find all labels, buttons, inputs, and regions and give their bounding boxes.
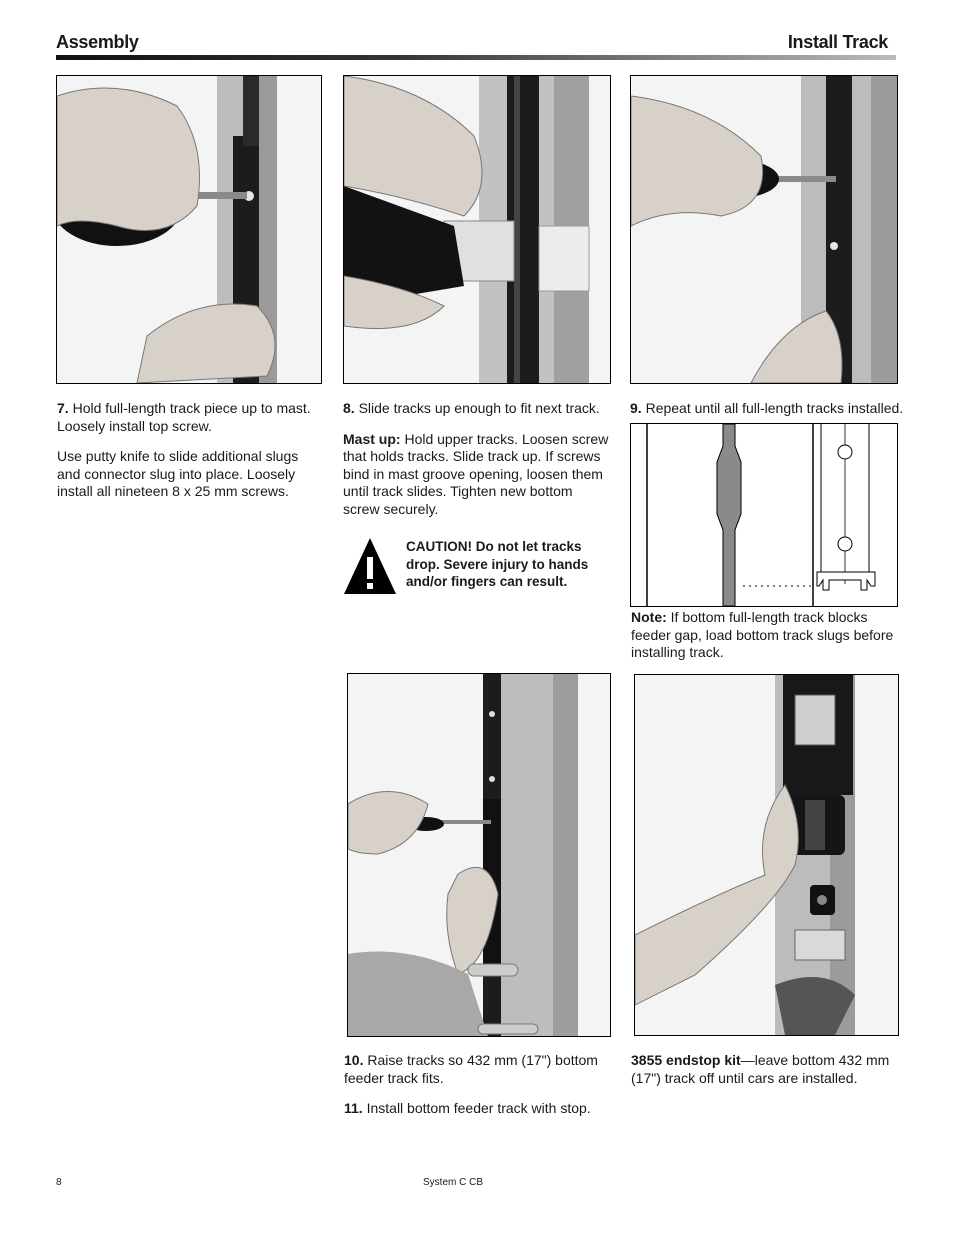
- section-title: Assembly: [56, 32, 139, 52]
- diagram-feeder-gap: [630, 423, 898, 607]
- endstop-body: —leave bottom 432 mm (17") track off until cars are installed.: [631, 1052, 890, 1086]
- step-text: Install bottom feeder track with stop.: [362, 1100, 591, 1116]
- photo-step-9: [630, 75, 898, 384]
- mast-up-text: Hold upper tracks. Loosen screw that holds tracks. Slide track up. If screws bind in mast groove opening, loosen them until track slides. Tighten new bottom screw securely.: [343, 430, 609, 517]
- photo-step-10: [347, 673, 611, 1037]
- photo-step-8: [343, 75, 611, 384]
- document-name: System C CB: [423, 1177, 484, 1188]
- step-number: 11.: [344, 1100, 363, 1116]
- step-text: Raise tracks so 432 mm (17") bottom feeder track fits.: [344, 1052, 598, 1086]
- header-rule: [56, 55, 896, 60]
- warning-icon: [343, 537, 397, 595]
- step-number: 8.: [343, 400, 355, 416]
- endstop-text: [631, 1052, 906, 1100]
- step-number: 7.: [57, 400, 69, 416]
- note-text: [631, 609, 906, 675]
- caution-block: [343, 537, 613, 597]
- step-text: Repeat until all full-length tracks installed.: [641, 400, 904, 416]
- endstop-label: 3855 endstop kit: [631, 1052, 741, 1068]
- photo-step-7: [56, 75, 322, 384]
- step-text: Slide tracks up enough to fit next track.: [354, 400, 600, 416]
- step-7-detail: Use putty knife to slide additional slugs and connector slug into place. Loosely install all nineteen 8 x 25 mm screws.: [57, 448, 299, 499]
- step-number: 10.: [344, 1052, 364, 1068]
- note-label: Note:: [631, 609, 667, 625]
- photo-endstop-kit: [634, 674, 899, 1036]
- mast-up-label: Mast up:: [343, 430, 401, 447]
- step-7-text: [57, 400, 319, 514]
- step-10-11-text: [344, 1052, 612, 1131]
- page-title: Install Track: [787, 32, 888, 52]
- step-number: 9.: [630, 400, 642, 416]
- caution-text: CAUTION! Do not let tracks drop. Severe injury to hands and/or fingers can result.: [406, 539, 589, 589]
- note-body: If bottom full-length track blocks feeder gap, load bottom track slugs before installing track.: [631, 609, 894, 660]
- step-text: Hold full-length track piece up to mast. Loosely install top screw.: [57, 400, 311, 434]
- page-number: 8: [56, 1177, 62, 1188]
- step-8-text: [343, 400, 611, 531]
